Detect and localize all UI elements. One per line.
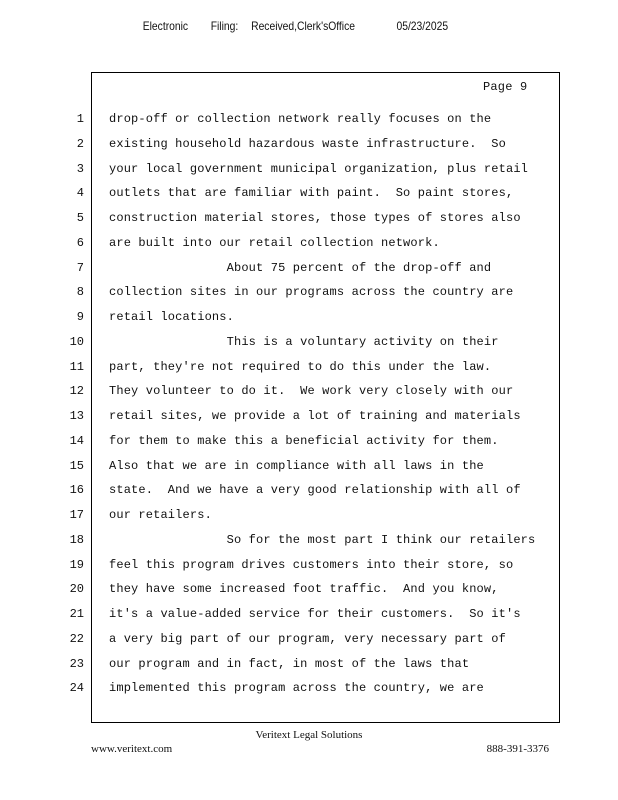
- transcript-line: existing household hazardous waste infrastructure. So: [109, 136, 506, 151]
- line-number: 20: [69, 582, 84, 597]
- line-number: 15: [69, 458, 84, 473]
- line-number: 21: [69, 607, 84, 621]
- line-number: 23: [69, 656, 84, 671]
- line-number: 5: [76, 211, 84, 225]
- line-number: 22: [69, 631, 84, 646]
- line-number: 2: [76, 136, 84, 151]
- transcript-line: for them to make this a beneficial activity for them.: [109, 433, 499, 448]
- transcript-line: state. And we have a very good relationship with all of: [109, 483, 521, 498]
- line-number: 4: [76, 186, 84, 201]
- transcript-line: it's a value-added service for their customers. So it's: [109, 607, 521, 621]
- transcript-line: drop-off or collection network really focuses on the: [109, 112, 492, 126]
- line-number: 24: [69, 681, 84, 696]
- line-number: 16: [69, 483, 84, 498]
- transcript-line: retail locations.: [109, 310, 234, 324]
- transcript-line: part, they're not required to do this under the law.: [109, 359, 492, 374]
- line-number: 1: [76, 112, 84, 126]
- transcript-line: collection sites in our programs across the country are: [109, 285, 514, 300]
- line-number: 14: [69, 433, 84, 448]
- footer-company: Veritext Legal Solutions: [255, 729, 363, 741]
- filing-received-label: Received,Clerk'sOffice: [251, 19, 355, 33]
- transcript-text: [109, 109, 549, 703]
- transcript-line: they have some increased foot traffic. And you know,: [109, 582, 499, 597]
- line-number: 13: [69, 409, 84, 423]
- line-number: 18: [69, 532, 84, 547]
- footer-website: www.veritext.com: [91, 743, 173, 755]
- transcript-line: This is a voluntary activity on their: [109, 334, 499, 349]
- line-number: 12: [69, 384, 84, 399]
- transcript-line: a very big part of our program, very necessary part of: [109, 631, 506, 646]
- line-number: 11: [69, 359, 84, 374]
- line-number: 19: [69, 557, 84, 572]
- transcript-line: our retailers.: [109, 508, 212, 522]
- transcript-line: retail sites, we provide a lot of training and materials: [109, 409, 521, 423]
- transcript-line: are built into our retail collection network.: [109, 235, 440, 250]
- transcript-line: About 75 percent of the drop-off and: [109, 260, 492, 275]
- line-number: 10: [69, 334, 84, 349]
- transcript-line: feel this program drives customers into their store, so: [109, 557, 514, 572]
- page-number: Page 9: [483, 80, 528, 94]
- transcript-line: Also that we are in compliance with all laws in the: [109, 458, 484, 473]
- line-number-column: [58, 109, 84, 703]
- line-number: 8: [76, 285, 84, 300]
- transcript-line: outlets that are familiar with paint. So paint stores,: [109, 186, 514, 201]
- filing-date: 05/23/2025: [396, 19, 449, 33]
- line-number: 6: [76, 235, 84, 250]
- line-number: 17: [69, 508, 84, 522]
- line-number: 7: [76, 260, 84, 275]
- transcript-line: They volunteer to do it. We work very closely with our: [109, 384, 514, 399]
- transcript-line: implemented this program across the country, we are: [109, 681, 484, 696]
- filing-filing-label: Filing:: [210, 19, 239, 33]
- transcript-line: our program and in fact, in most of the laws that: [109, 656, 470, 671]
- transcript-line: your local government municipal organization, plus retail: [109, 161, 529, 176]
- line-number: 9: [76, 310, 84, 324]
- transcript-line: So for the most part I think our retailers: [109, 532, 536, 547]
- footer-phone: 888-391-3376: [486, 743, 549, 755]
- filing-header: [0, 19, 531, 39]
- filing-electronic-label: Electronic: [142, 19, 189, 33]
- transcript-line: construction material stores, those types of stores also: [109, 211, 521, 225]
- line-number: 3: [76, 161, 84, 176]
